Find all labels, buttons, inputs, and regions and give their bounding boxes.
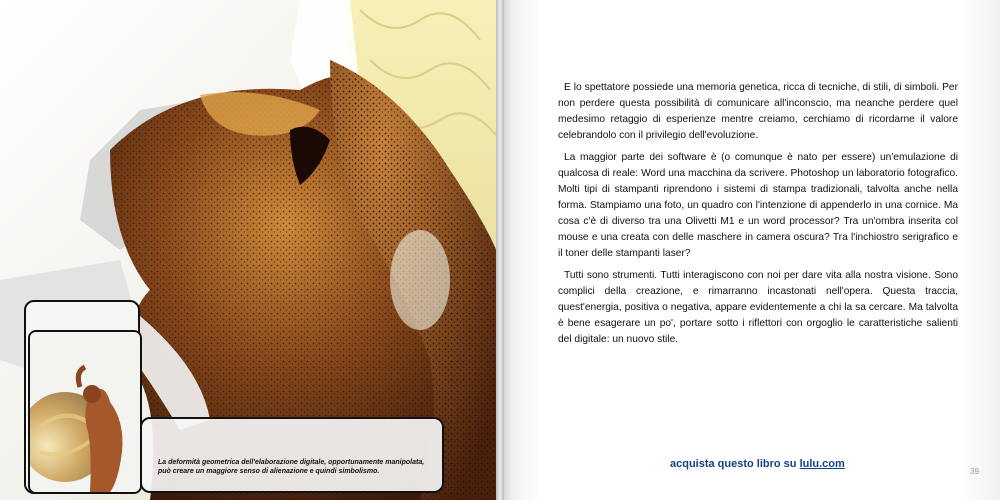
page-number: 39 (970, 467, 979, 476)
lulu-link[interactable]: lulu.com (799, 458, 845, 470)
book-gutter (496, 0, 504, 500)
image-caption: La deformità geometrica dell'elaborazione digitale, opportunamente manipolata, può creare un maggiore senso di alienazione e quindi simbolismo. (158, 459, 425, 475)
buy-prefix: acquista questo libro su (670, 458, 800, 470)
body-text (558, 80, 958, 354)
caption-box (140, 417, 444, 493)
buy-book-link (670, 458, 845, 470)
paragraph: La maggior parte dei software è (o comunque è nato per essere) un'emulazione di qualcosa di reale: Word una macchina da scrivere. Photoshop un laboratorio fotografico. Molti tipi di stampanti riprendono i sistemi di stampa tradizionali, talvolta anche nella forma. Stampiamo una foto, un quadro con l'intenzione di appenderlo in una cornice. Ma cosa c'è di diverso tra una Olivetti M1 e un word processor? Tra un'ombra inserita col mouse e una creata con delle maschere in camera oscura? Tra l'inchiostro serigrafico e il toner delle stampanti laser? (558, 152, 958, 259)
thumbnail-image (28, 330, 142, 494)
paragraph: Tutti sono strumenti. Tutti interagiscono con noi per dare vita alla nostra visione. Sono complici della creazione, e rimarranno incastonati nell'opera. Questa traccia, quest'energia, positiva o negativa, appare evidentemente a chi la sa cercare. Ma talvolta è bene esagerare un po', portare sotto i riflettori con orgoglio le caratteristiche salienti del digitale: un nuovo stile. (558, 270, 958, 345)
paragraph: E lo spettatore possiede una memoria genetica, ricca di tecniche, di stili, di simboli. Per non perdere questa possibilità di comunicare all'inconscio, ma neanche perdere quel medesimo retaggio di esperienze mentre creiamo, cerchiamo di ricordarne il valore celebrandolo con il privilegio dell'evoluzione. (558, 82, 958, 141)
